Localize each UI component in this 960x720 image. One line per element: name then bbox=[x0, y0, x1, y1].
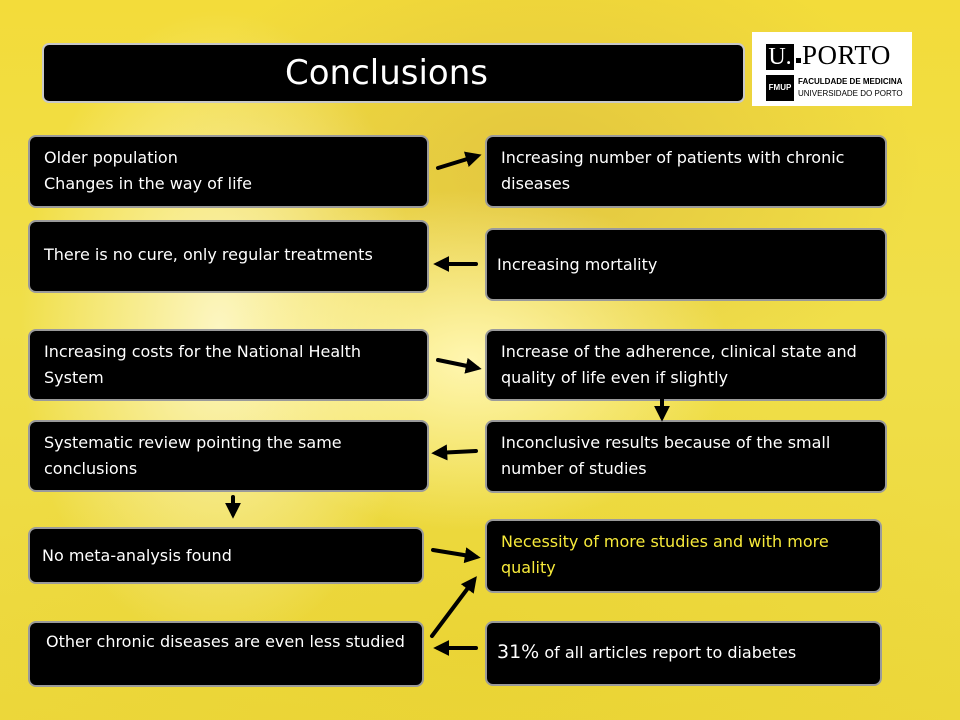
box-adherence: Increase of the adherence, clinical state and quality of life even if slightly bbox=[485, 329, 887, 401]
box-systematic-review: Systematic review pointing the same conclusions bbox=[28, 420, 429, 492]
page-title: Conclusions bbox=[284, 53, 488, 93]
arrow-other-to-more-studies bbox=[432, 580, 474, 636]
diabetes-text: of all articles report to diabetes bbox=[539, 643, 797, 662]
logo-faculty-text: FACULDADE DE MEDICINA bbox=[798, 77, 903, 86]
logo-porto-text: PORTO bbox=[802, 40, 891, 70]
arrow-costs-to-adherence bbox=[438, 360, 477, 368]
box-older-population-line2: Changes in the way of life bbox=[44, 174, 253, 193]
arrow-population-to-chronic bbox=[438, 156, 477, 168]
logo-university-text: UNIVERSIDADE DO PORTO bbox=[798, 89, 903, 98]
box-other-chronic: Other chronic diseases are even less studied bbox=[28, 621, 424, 687]
diabetes-percentage: 31% bbox=[497, 641, 540, 663]
arrow-inconclusive-to-review bbox=[436, 451, 476, 453]
box-chronic-patients: Increasing number of patients with chronic diseases bbox=[485, 135, 887, 208]
logo-u-mark: U. bbox=[766, 44, 794, 70]
arrow-meta-to-more-studies bbox=[433, 550, 476, 557]
logo-fmup-mark: FMUP bbox=[766, 75, 794, 101]
box-no-cure: There is no cure, only regular treatments bbox=[28, 220, 429, 293]
box-no-meta-analysis: No meta-analysis found bbox=[28, 527, 424, 584]
box-costs: Increasing costs for the National Health System bbox=[28, 329, 429, 401]
box-older-population-line1: Older population bbox=[44, 148, 178, 167]
box-mortality: Increasing mortality bbox=[485, 228, 887, 301]
box-more-studies: Necessity of more studies and with more quality bbox=[485, 519, 882, 593]
box-inconclusive: Inconclusive results because of the small number of studies bbox=[485, 420, 887, 493]
